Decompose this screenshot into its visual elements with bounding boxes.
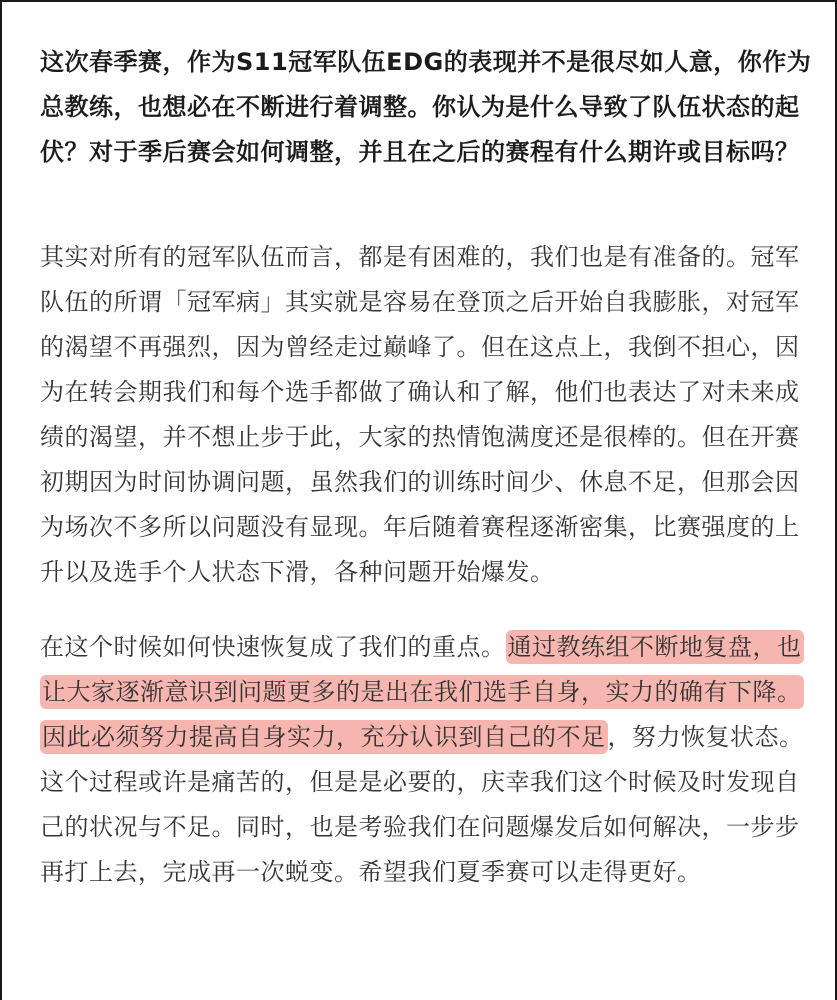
answer-paragraph-2 [40, 625, 812, 895]
answer-paragraph-2-rest: ，努力恢复状态。这个过程或许是痛苦的，但是是必要的，庆幸我们这个时候及时发现自己的状况与不足。同时，也是考验我们在问题爆发后如何解决，一步步再打上去，完成再一次蜕变。希望我们夏季赛可以走得更好。 [40, 723, 804, 886]
answer-paragraph-2-intro: 在这个时候如何快速恢复成了我们的重点。 [40, 633, 506, 661]
interview-question: 这次春季赛，作为S11冠军队伍EDG的表现并不是很尽如人意，你作为总教练，也想必在不断进行着调整。你认为是什么导致了队伍状态的起伏？对于季后赛会如何调整，并且在之后的赛程有什么期许或目标吗？ [40, 48, 812, 166]
article-content [40, 40, 812, 895]
highlighted-text: 通过教练组不断地复盘，也让大家逐渐意识到问题更多的是出在我们选手自身，实力的确有下降。因此必须努力提高自身实力，充分认识到自己的不足 [40, 630, 804, 754]
answer-paragraph-1: 其实对所有的冠军队伍而言，都是有困难的，我们也是有准备的。冠军队伍的所谓「冠军病」其实就是容易在登顶之后开始自我膨胀，对冠军的渴望不再强烈，因为曾经走过巅峰了。但在这点上，我倒不担心，因为在转会期我们和每个选手都做了确认和了解，他们也表达了对未来成绩的渴望，并不想止步于此，大家的热情饱满度还是很棒的。但在开赛初期因为时间协调问题，虽然我们的训练时间少、休息不足，但那会因为场次不多所以问题没有显现。年后随着赛程逐渐密集，比赛强度的上升以及选手个人状态下滑，各种问题开始爆发。 [40, 243, 800, 586]
